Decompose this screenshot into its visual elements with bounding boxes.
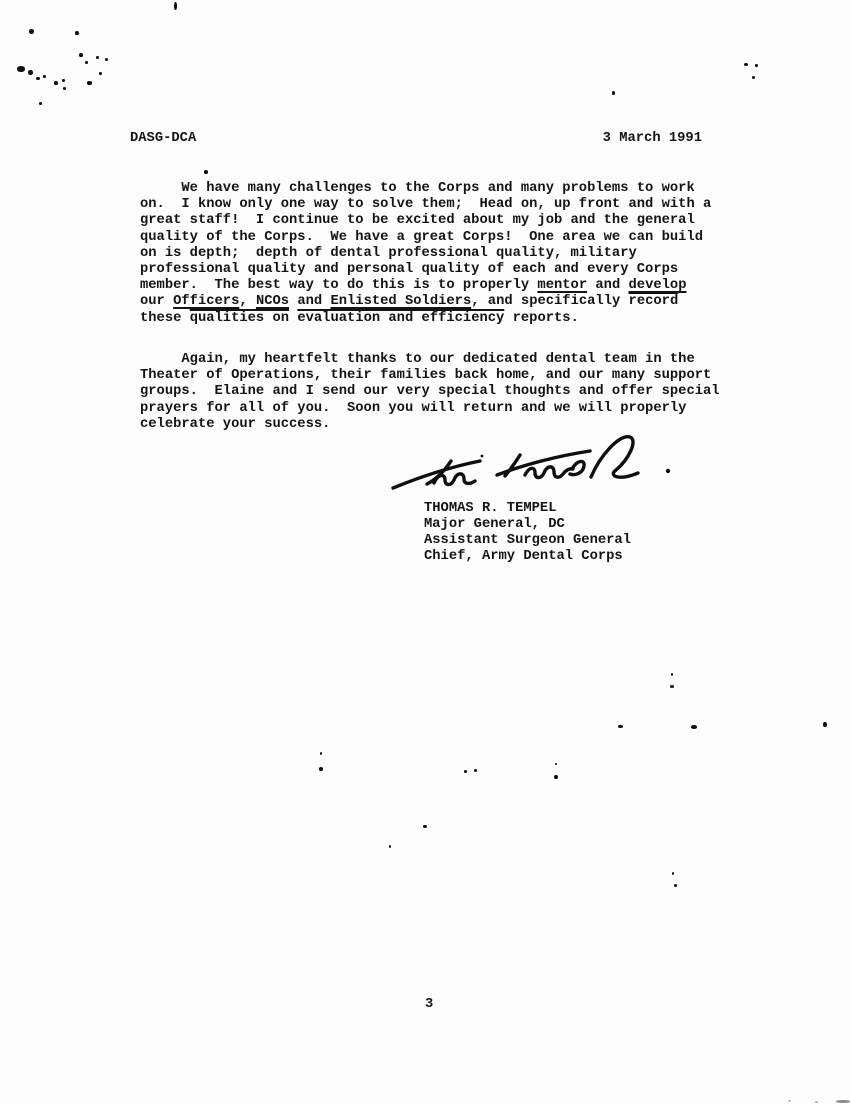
page-number: 3 [425, 997, 434, 1012]
signer-title-1: Assistant Surgeon General [424, 533, 631, 549]
signer-rank: Major General, DC [424, 517, 565, 533]
paragraph-1: We have many challenges to the Corps and many problems to work on. I know only one way to solve them; Head on, up front and with a great staff! I continue to be excited about my job and the general quality of the Corps. We have a great Corps! One area we can build on is depth; depth of dental professional quality, military professional quality and personal quality of each and every Corps member. The best way to do this is to properly mentor and develop our Officers, NCOs and Enlisted Soldiers, and specifically record these qualities on evaluation and efficiency reports. [140, 181, 712, 326]
office-symbol: DASG-DCA [130, 131, 197, 146]
handwritten-signature [385, 423, 685, 501]
letter-date: 3 March 1991 [602, 131, 702, 146]
signer-title-2: Chief, Army Dental Corps [424, 549, 623, 565]
paragraph-2: Again, my heartfelt thanks to our dedicated dental team in the Theater of Operations, their families back home, and our many support groups. Elaine and I send our very special thoughts and offer special prayers for all of you. Soon you will return and we will properly celebrate your success. [140, 352, 720, 432]
signer-name: THOMAS R. TEMPEL [424, 501, 557, 516]
letter-header [130, 131, 702, 146]
signature-block [424, 501, 631, 565]
